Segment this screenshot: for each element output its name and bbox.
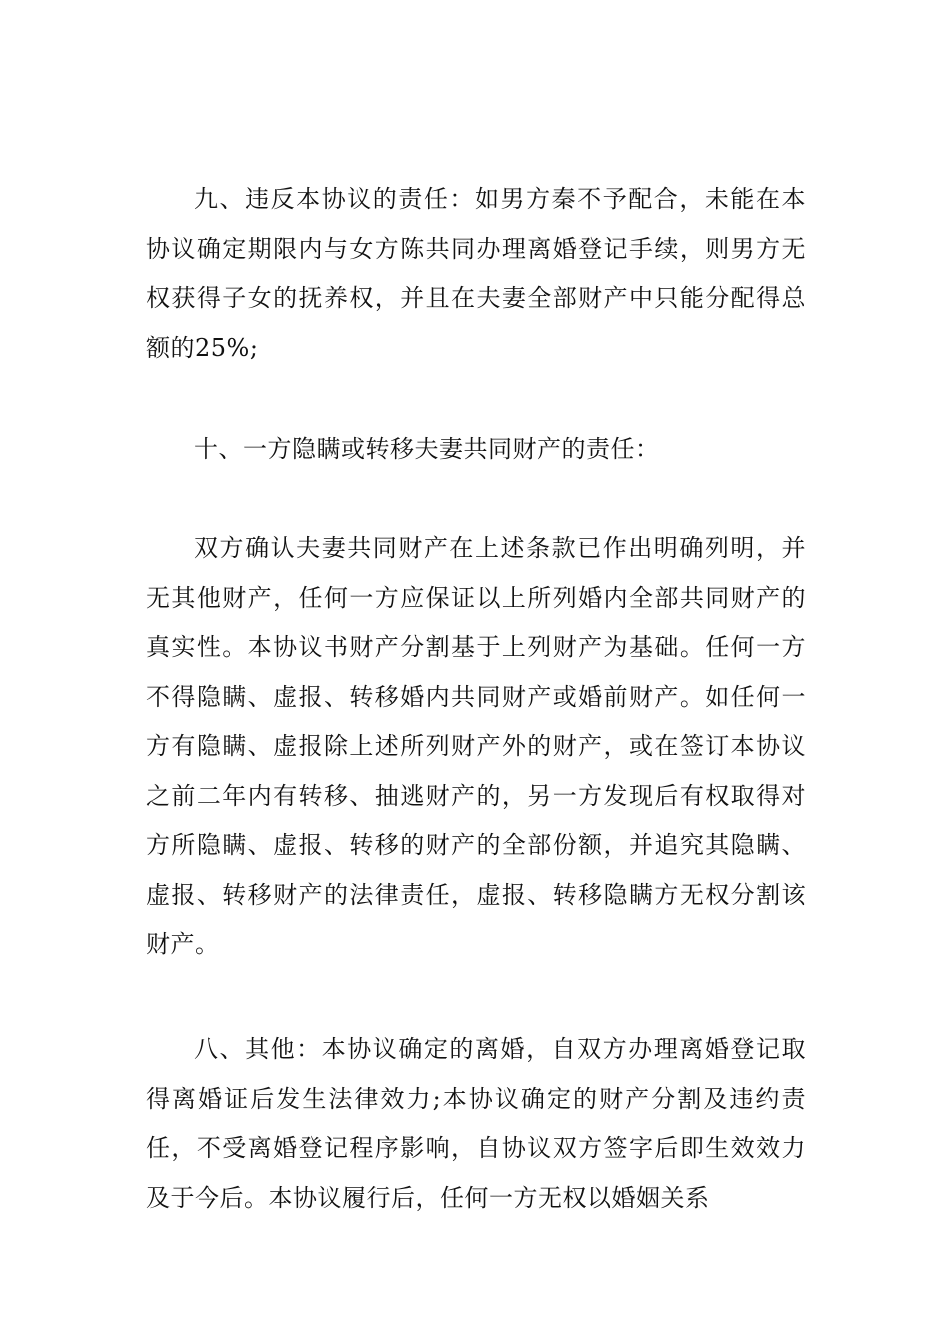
paragraph-other-terms: 八、其他：本协议确定的离婚，自双方办理离婚登记取得离婚证后发生法律效力;本协议确定的财产分割及违约责任，不受离婚登记程序影响，自协议双方签字后即生效效力及于今后。本协议履行后，任何一方无权以婚姻关系 xyxy=(146,1035,806,1212)
paragraph-property-confirmation: 双方确认夫妻共同财产在上述条款已作出明确列明，并无其他财产，任何一方应保证以上所列婚内全部共同财产的真实性。本协议书财产分割基于上列财产为基础。任何一方不得隐瞒、虚报、转移婚内共同财产或婚前财产。如任何一方有隐瞒、虚报除上述所列财产外的财产，或在签订本协议之前二年内有转移、抽逃财产的，另一方发现后有权取得对方所隐瞒、虚报、转移的财产的全部份额，并追究其隐瞒、虚报、转移财产的法律责任，虚报、转移隐瞒方无权分割该财产。 xyxy=(146,534,806,958)
paragraph-concealment-heading: 十、一方隐瞒或转移夫妻共同财产的责任： xyxy=(194,435,660,463)
paragraph-breach-liability: 九、违反本协议的责任：如男方秦不予配合，未能在本协议确定期限内与女方陈共同办理离婚登记手续，则男方无权获得子女的抚养权，并且在夫妻全部财产中只能分配得总额的25%; xyxy=(146,185,806,362)
